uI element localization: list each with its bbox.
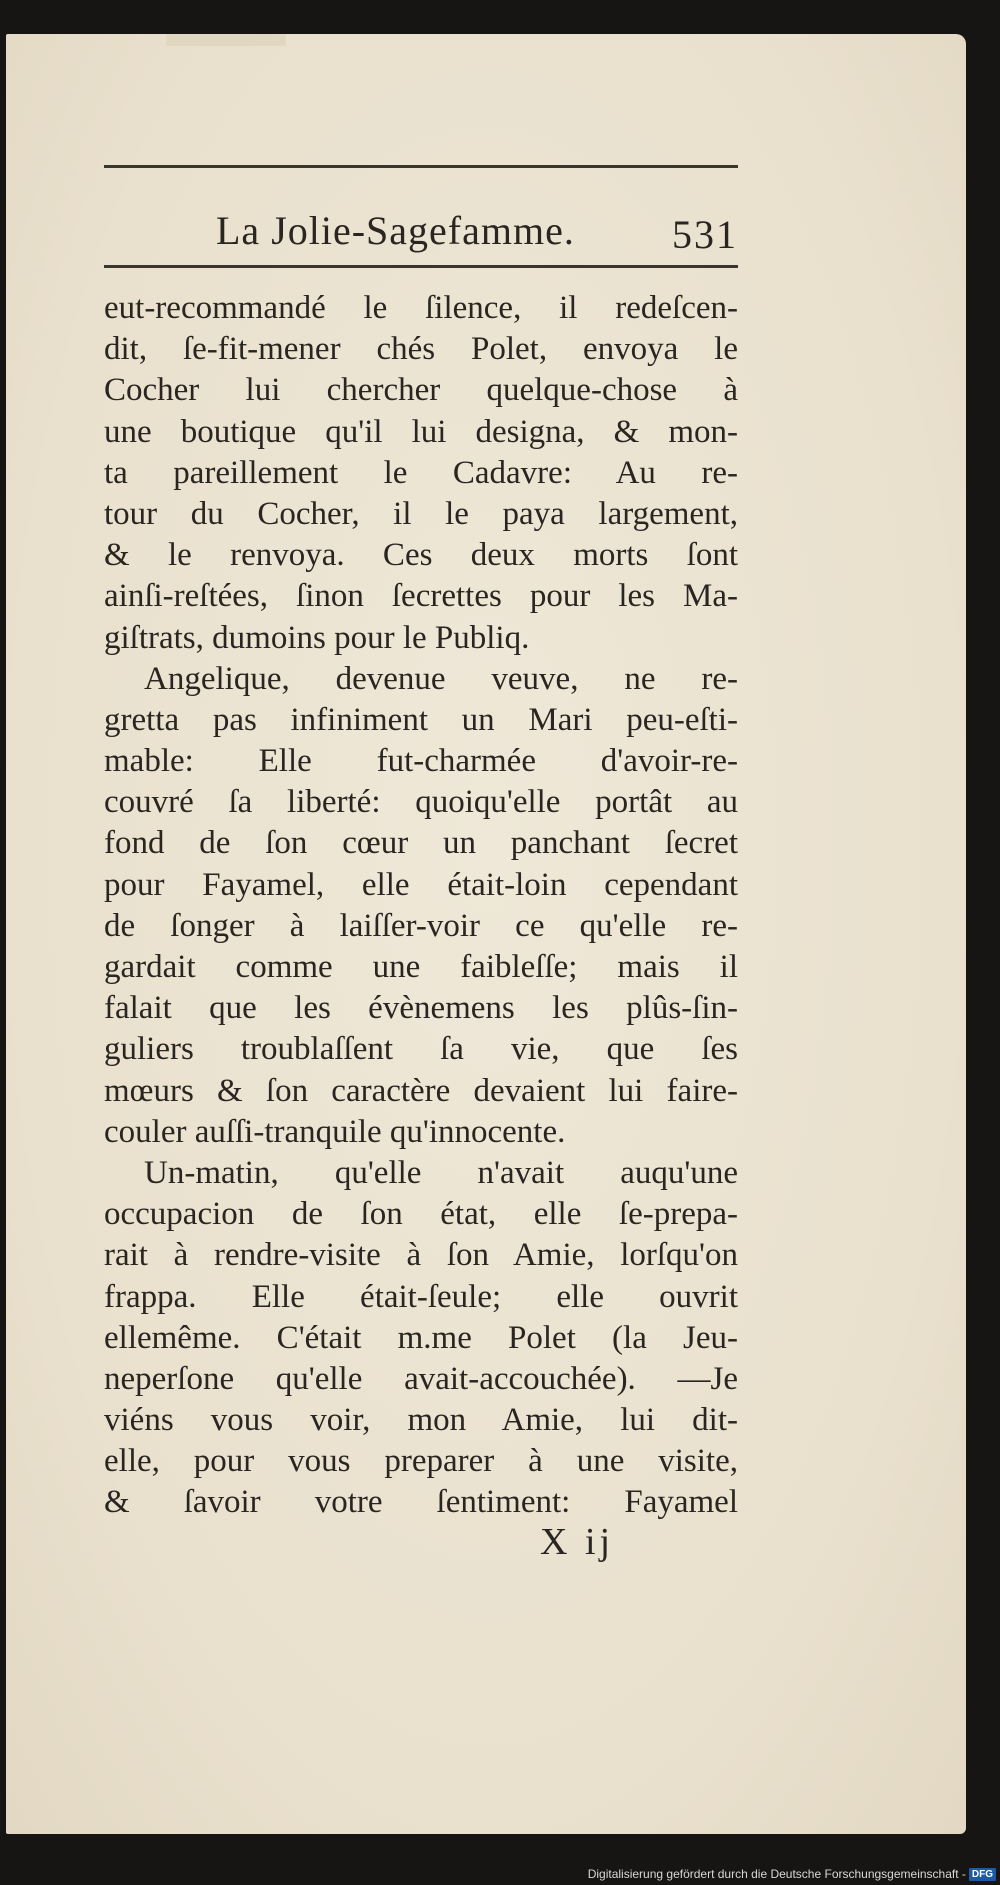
- text-line: mable: Elle fut-charmée d'avoir-re-: [104, 743, 738, 780]
- header-rule-top: [104, 165, 738, 168]
- text-line: couler auſſi-tranquile qu'innocente.: [104, 1113, 566, 1150]
- page-number: 531: [672, 212, 738, 257]
- text-line: eut-recommandé le ſilence, il redeſcen-: [104, 290, 738, 326]
- body-text: [104, 288, 738, 1524]
- text-line: giſtrats, dumoins pour le Publiq.: [104, 619, 530, 656]
- text-line: ainſi-reſtées, ſinon ſecrettes pour les Ma-: [104, 578, 738, 615]
- text-line: falait que les évènemens les plûs-ſin-: [104, 990, 738, 1027]
- running-title: La Jolie-Sagefamme.: [216, 208, 575, 253]
- text-line: de ſonger à laiſſer-voir ce qu'elle re-: [104, 907, 738, 944]
- credit-text: Digitalisierung gefördert durch die Deutsche Forschungsgemeinschaft -: [587, 1867, 966, 1881]
- text-line: rait à rendre-visite à ſon Amie, lorſqu'on: [104, 1237, 738, 1274]
- text-line: Angelique, devenue veuve, ne re-: [144, 660, 738, 697]
- dfg-logo: DFG: [969, 1868, 996, 1881]
- text-line: & le renvoya. Ces deux morts ſont: [104, 537, 738, 574]
- text-line: neperſone qu'elle avait-accouchée). —Je: [104, 1360, 738, 1397]
- text-line: occupacion de ſon état, elle ſe-prepa-: [104, 1196, 738, 1233]
- text-line: gretta pas infiniment un Mari peu-eſti-: [104, 701, 738, 738]
- header-rule-bottom: [104, 265, 738, 268]
- digitization-credit: [588, 1867, 996, 1881]
- text-line: viéns vous voir, mon Amie, lui dit-: [104, 1402, 738, 1439]
- text-line: pour Fayamel, elle était-loin cependant: [104, 866, 738, 903]
- text-line: ellemême. C'était m.me Polet (la Jeu-: [104, 1319, 738, 1356]
- text-line: frappa. Elle était-ſeule; elle ouvrit: [104, 1278, 738, 1315]
- text-line: Un-matin, qu'elle n'avait auqu'une: [144, 1154, 738, 1191]
- text-line: guliers troublaſſent ſa vie, que ſes: [104, 1031, 738, 1068]
- text-line: Cocher lui chercher quelque-chose à: [104, 372, 738, 409]
- text-line: une boutique qu'il lui designa, & mon-: [104, 413, 738, 450]
- text-line: dit, ſe-fit-mener chés Polet, envoya le: [104, 331, 738, 368]
- text-line: mœurs & ſon caractère devaient lui faire-: [104, 1072, 738, 1109]
- text-line: elle, pour vous preparer à une visite,: [104, 1443, 738, 1480]
- signature-mark: X ij: [540, 1521, 615, 1563]
- text-line: couvré ſa liberté: quoiqu'elle portât au: [104, 784, 738, 821]
- text-line: ta pareillement le Cadavre: Au re-: [104, 454, 738, 491]
- text-line: fond de ſon cœur un panchant ſecret: [104, 825, 738, 862]
- text-line: & ſavoir votre ſentiment: Fayamel: [104, 1484, 738, 1521]
- text-line: tour du Cocher, il le paya largement,: [104, 495, 738, 532]
- text-line: gardait comme une faibleſſe; mais il: [104, 949, 738, 985]
